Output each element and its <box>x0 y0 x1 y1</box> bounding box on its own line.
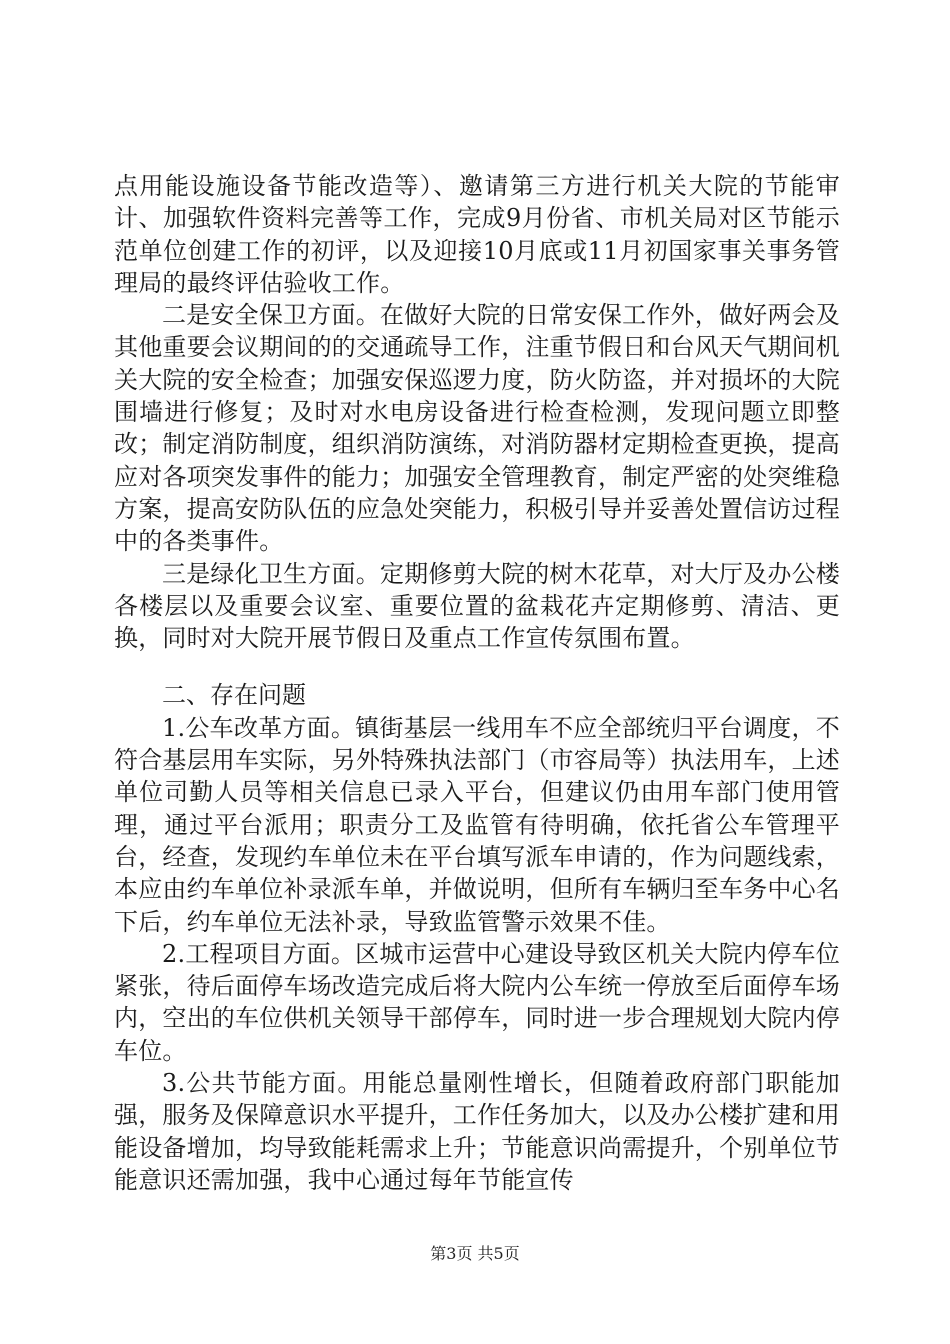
paragraph-energy-saving: 3.公共节能方面。用能总量刚性增长，但随着政府部门职能加强，服务及保障意识水平提升，工作任务加大，以及办公楼扩建和用能设备增加，均导致能耗需求上升；节能意识尚需提升，个别单位节能意识还需加强，我中心通过每年节能宣传 <box>114 1069 840 1194</box>
paragraph-engineering: 2.工程项目方面。区城市运营中心建设导致区机关大院内停车位紧张，待后面停车场改造完成后将大院内公车统一停放至后面停车场内，空出的车位供机关领导干部停车，同时进一步合理规划大院内停车位。 <box>114 939 840 1065</box>
paragraph-security: 二是安全保卫方面。在做好大院的日常安保工作外，做好两会及其他重要会议期间的的交通疏导工作，注重节假日和台风天气期间机关大院的安全检查；加强安保巡逻力度，防火防盗，并对损坏的大院围墙进行修复；及时对水电房设备进行检查检测，发现问题立即整改；制定消防制度，组织消防演练，对消防器材定期检查更换，提高应对各项突发事件的能力；加强安全管理教育，制定严密的处突维稳方案，提高安防队伍的应急处突能力，积极引导并妥善处置信访过程中的各类事件。 <box>114 301 840 556</box>
section-heading-problems: 二、存在问题 <box>162 681 306 710</box>
paragraph-greening: 三是绿化卫生方面。定期修剪大院的树木花草，对大厅及办公楼各楼层以及重要会议室、重要位置的盆栽花卉定期修剪、清洁、更换，同时对大院开展节假日及重点工作宣传氛围布置。 <box>114 559 840 653</box>
paragraph-vehicle-reform: 1.公车改革方面。镇街基层一线用车不应全部统归平台调度，不符合基层用车实际，另外特殊执法部门（市容局等）执法用车，上述单位司勤人员等相关信息已录入平台，但建议仍由用车部门使用管理，通过平台派用；职责分工及监管有待明确，依托省公车管理平台，经查，发现约车单位未在平台填写派车申请的，作为问题线索，本应由约车单位补录派车单，并做说明，但所有车辆归至车务中心名下后，约车单位无法补录，导致监管警示效果不佳。 <box>114 713 840 936</box>
document-body <box>114 170 840 1196</box>
page-number-footer: 第3页 共5页 <box>430 1244 520 1263</box>
paragraph-continued: 点用能设施设备节能改造等）、邀请第三方进行机关大院的节能审计、加强软件资料完善等工作，完成9月份省、市机关局对区节能示范单位创建工作的初评，以及迎接10月底或11月初国家事关事务管理局的最终评估验收工作。 <box>114 172 840 297</box>
